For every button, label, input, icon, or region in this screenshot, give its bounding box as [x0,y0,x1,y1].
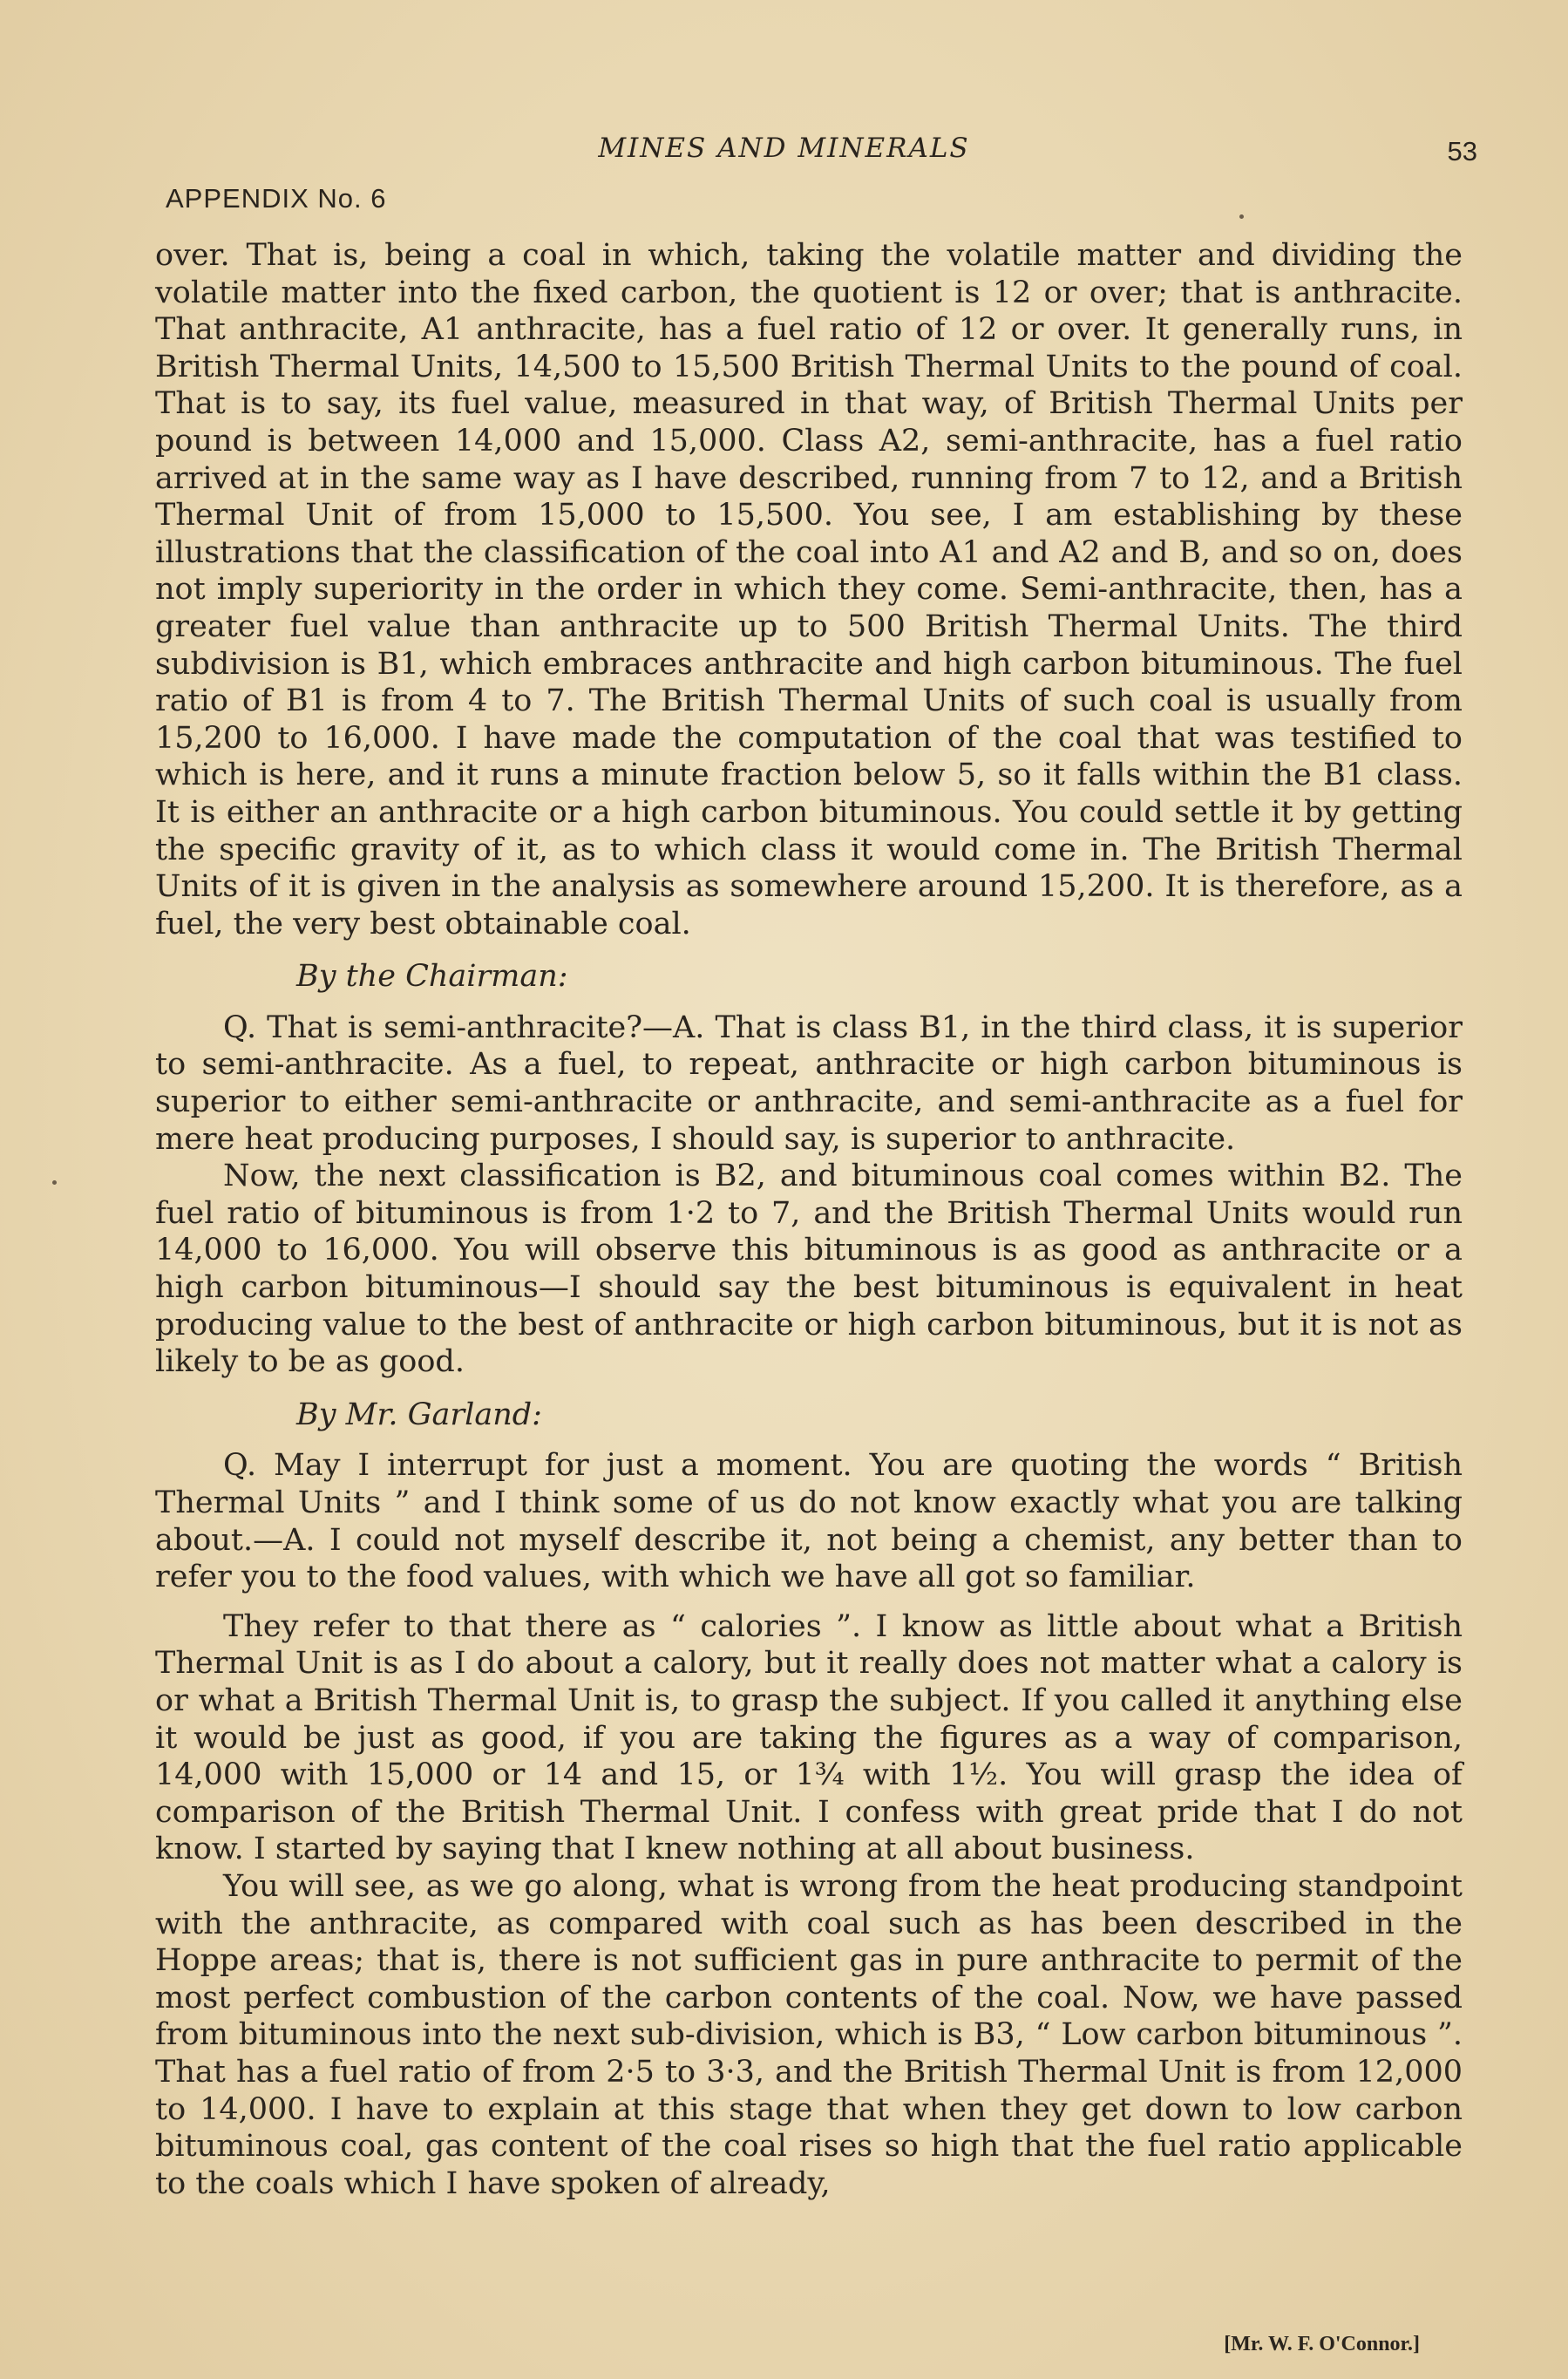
appendix-label: APPENDIX No. 6 [166,183,387,214]
paragraph: You will see, as we go along, what is wrong from the heat producing standpoint with the anthracite, as compared with coal such as has been described in the Hoppe areas; that is, there is not sufficient gas in pure anthracite to permit of the most perfect combustion of the carbon contents of the coal. Now, we have passed from bituminous into the next sub-division, which is B3, “ Low carbon bituminous ”. That has a fuel ratio of from 2·5 to 3·3, and the British Thermal Unit is from 12,000 to 14,000. I have to explain at this stage that when they get down to low carbon bituminous coal, gas content of the coal rises so high that the fuel ratio applicable to the coals which I have spoken of already, [155,1868,1463,2201]
paragraph: over. That is, being a coal in which, taking the volatile matter and dividing the volatile matter into the fixed carbon, the quotient is 12 or over; that is anthracite. That anthracite, A1 anthracite, has a fuel ratio of 12 or over. It generally runs, in British Thermal Units, 14,500 to 15,500 British Thermal Units to the pound of coal. That is to say, its fuel value, measured in that way, of British Thermal Units per pound is between 14,000 and 15,000. Class A2, semi-anthracite, has a fuel ratio arrived at in the same way as I have described, running from 7 to 12, and a British Thermal Unit of from 15,000 to 15,500. You see, I am establishing by these illustrations that the classification of the coal into A1 and A2 and B, and so on, does not imply superiority in the order in which they come. Semi-anthracite, then, has a greater fuel value than anthracite up to 500 British Thermal Units. The third subdivision is B1, which embraces anthracite and high carbon bituminous. The fuel ratio of B1 is from 4 to 7. The British Thermal Units of such coal is usually from 15,200 to 16,000. I have made the computation of the coal that was testified to which is here, and it runs a minute fraction below 5, so it falls within the B1 class. It is either an anthracite or a high carbon bituminous. You could settle it by getting the specific gravity of it, as to which class it would come in. The British Thermal Units of it is given in the analysis as somewhere around 15,200. It is therefore, as a fuel, the very best obtainable coal. [155,238,1463,941]
paragraph: Q. That is semi-anthracite?—A. That is class B1, in the third class, it is superior to semi-anthracite. As a fuel, to repeat, anthracite or high carbon bituminous is superior to either semi-anthracite or anthracite, and semi-anthracite as a fuel for mere heat producing purposes, I should say, is superior to anthracite. [155,1009,1463,1157]
paragraph: Q. May I interrupt for just a moment. You are quoting the words “ British Thermal Units ” and I think some of us do not know exactly what you are talking about.—A. I could not myself describe it, not being a chemist, any better than to refer you to the food values, with which we have all got so familiar. [155,1448,1463,1595]
document-body [155,237,1463,2202]
speaker-heading: By Mr. Garland: [296,1397,542,1432]
speaker-attribution: [Mr. W. F. O'Connor.] [1224,2333,1420,2355]
paragraph: Now, the next classification is B2, and bituminous coal comes within B2. The fuel ratio of bituminous is from 1·2 to 7, and the British Thermal Units would run 14,000 to 16,000. You will observe this bituminous is as good as anthracite or a high carbon bituminous—I should say the best bituminous is equivalent in heat producing value to the best of anthracite or high carbon bituminous, but it is not as likely to be as good. [155,1159,1463,1380]
margin-speck [1239,214,1244,219]
page-number: 53 [1447,136,1477,167]
running-head: MINES AND MINERALS [598,133,970,164]
paragraph: They refer to that there as “ calories ”. I know as little about what a British Thermal Unit is as I do about a calory, but it really does not matter what a calory is or what a British Thermal Unit is, to grasp the subject. If you called it anything else it would be just as good, if you are taking the figures as a way of comparison, 14,000 with 15,000 or 14 and 15, or 1¾ with 1½. You will grasp the idea of comparison of the British Thermal Unit. I confess with great pride that I do not know. I started by saying that I knew nothing at all about business. [155,1608,1463,1867]
margin-speck [52,1180,57,1185]
speaker-heading: By the Chairman: [296,959,568,995]
